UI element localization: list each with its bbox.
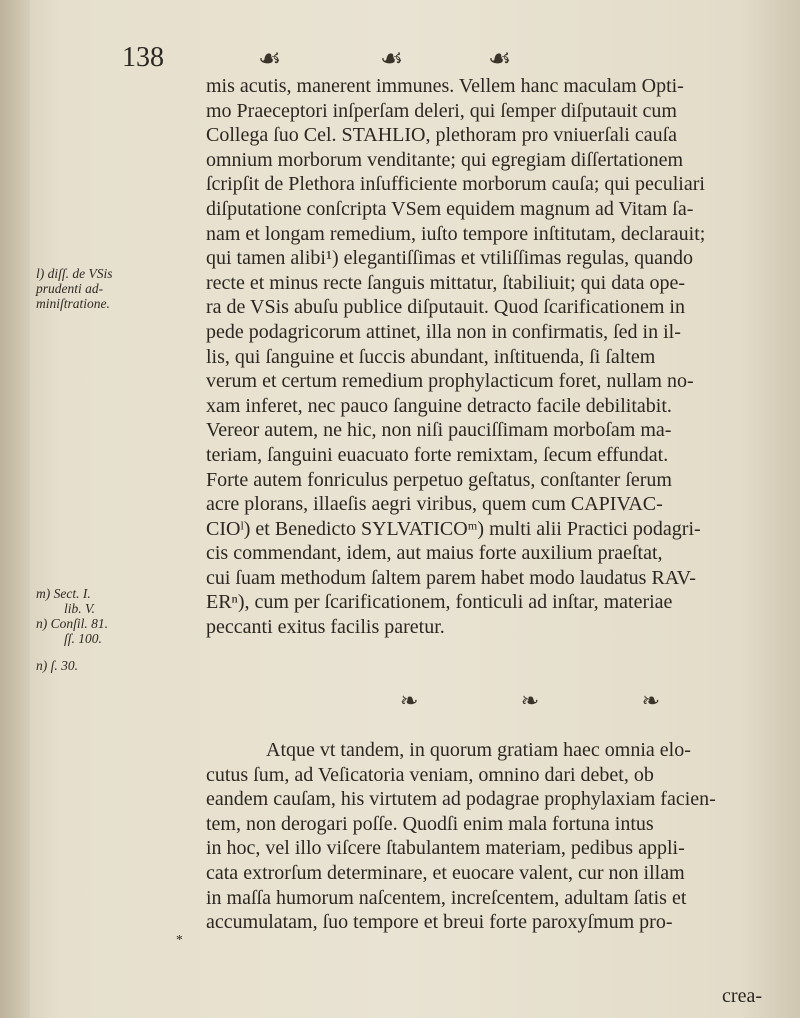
fleuron-icon: ❧ (520, 688, 540, 713)
text-line: lis, qui ſanguine et ſuccis abundant, inſtituenda, ſi ſaltem (206, 345, 656, 368)
text-line: omnium morborum venditante; qui egregiam diſſertationem (206, 148, 684, 171)
margin-note-line: prudenti ad- (36, 281, 104, 296)
text-line: ERⁿ), cum per ſcarificationem, fonticuli ad inſtar, materiae (206, 591, 673, 614)
catchword: crea- (722, 985, 762, 1007)
text-line: cui ſuam methodum ſaltem parem habet modo laudatus RAV- (206, 566, 696, 589)
margin-note-line: n) Conſil. 81. (36, 616, 109, 631)
text-line: teriam, ſanguini euacuato forte remixtam, ſecum effundat. (206, 443, 669, 466)
text-line: cis commendant, idem, aut maius forte auxilium praeſtat, (206, 542, 663, 565)
margin-note-n (36, 658, 204, 673)
text-line: accumulatam, ſuo tempore et breui forte paroxyſmum pro- (206, 911, 673, 934)
margin-note-l (36, 266, 204, 311)
text-line: CIOˡ) et Benedicto SYLVATICOᵐ) multi alii Practici podagri- (206, 517, 701, 540)
text-line: recte et minus recte ſanguis mittatur, ſtabiliuit; qui data ope- (206, 271, 686, 294)
text-line: acre plorans, illaeſis aegri viribus, quem cum CAPIVAC- (206, 493, 663, 516)
section-separator (400, 688, 660, 714)
text-line: Vereor autem, ne hic, non niſi pauciſſimam morboſam ma- (206, 419, 672, 442)
text-line: tem, non derogari poſſe. Quodſi enim mala fortuna intus (206, 812, 654, 835)
text-line: pede podagricorum attinet, illa non in confirmatis, ſed in il- (206, 320, 681, 343)
ornament-icon: ☙ (380, 44, 404, 73)
page-number: 138 (122, 42, 164, 73)
margin-note-line: l) diſſ. de VSis (36, 266, 113, 281)
main-text-paragraph-2 (206, 738, 762, 935)
text-line: verum et certum remedium prophylacticum foret, nullam no- (206, 370, 694, 393)
text-line: Atque vt tandem, in quorum gratiam haec omnia elo- (266, 739, 691, 761)
text-line: ra de VSis abuſu publice diſputauit. Quod ſcarificationem in (206, 296, 685, 319)
main-text-paragraph-1 (206, 74, 762, 640)
text-line: in maſſa humorum naſcentem, increſcentem, adultam ſatis et (206, 886, 687, 909)
text-line: qui tamen alibi¹) elegantiſſimas et vtiliſſimas regulas, quando (206, 247, 693, 270)
text-line: mis acutis, manerent immunes. Vellem hanc maculam Opti- (206, 75, 684, 97)
text-line: eandem cauſam, his virtutem ad podagrae prophylaxiam facien- (206, 788, 716, 811)
margin-note-m (36, 586, 204, 646)
star-mark: * (176, 932, 183, 947)
text-line: nam et longam remedium, iuſto tempore inſtitutam, declarauit; (206, 222, 706, 245)
ornament-icon: ☙ (488, 44, 512, 73)
fleuron-icon: ❧ (400, 688, 419, 713)
margin-note-line: lib. V. (64, 601, 95, 616)
margin-note-line: ſſ. 100. (64, 631, 102, 646)
text-line: mo Praeceptori inſperſam deleri, qui ſemper diſputauit cum (206, 99, 677, 122)
text-line: ſcripſit de Plethora inſufficiente morborum cauſa; qui peculiari (206, 173, 705, 196)
margin-note-line: miniſtratione. (36, 296, 110, 311)
text-line: Collega ſuo Cel. STAHLIO, plethoram pro vniuerſali cauſa (206, 124, 678, 147)
ornament-icon: ☙ (258, 44, 282, 73)
margin-note-line: m) Sect. I. (36, 586, 91, 601)
text-line: Forte autem fonriculus perpetuo geſtatus, conſtanter ſerum (206, 468, 672, 491)
margin-note-line: n) ſ. 30. (36, 658, 78, 673)
text-line: in hoc, vel illo viſcere ſtabulantem materiam, pedibus appli- (206, 837, 685, 860)
text-line: xam inferet, nec pauco ſanguine detracto facile debilitabit. (206, 394, 672, 417)
fleuron-icon: ❧ (641, 688, 660, 713)
text-line: cata extrorſum determinare, et euocare valent, cur non illam (206, 861, 685, 884)
text-line: cutus ſum, ad Veſicatoria veniam, omnino dari debet, ob (206, 763, 654, 786)
text-line: peccanti exitus facilis paretur. (206, 616, 445, 639)
text-line: diſputatione conſcripta VSem equidem magnum ad Vitam ſa- (206, 197, 694, 220)
page-edge-shadow (0, 0, 30, 1018)
